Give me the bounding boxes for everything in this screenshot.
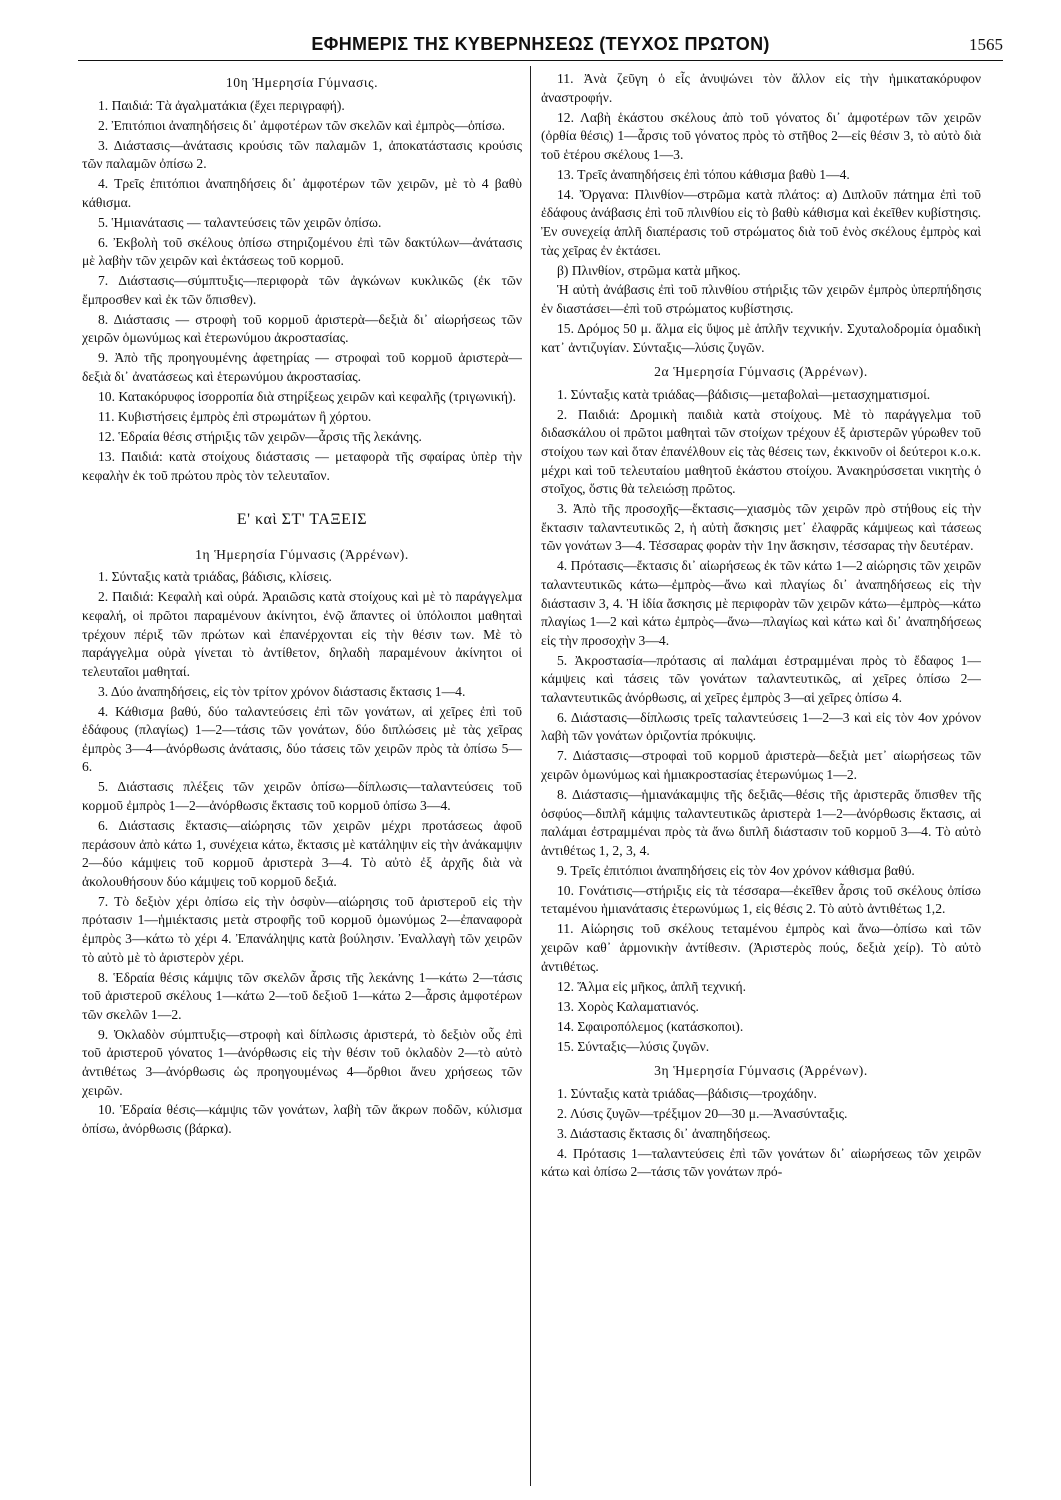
section-3-list <box>541 1085 981 1182</box>
paragraph-item: 15. Δρόμος 50 μ. ἅλμα εἰς ὕψος μὲ ἁπλῆν τεχνικήν. Σχυταλοδρομία ὁμαδικὴ κατ᾿ ἀντιζυγίαν. Σύνταξις—λύσις ζυγῶν. <box>541 321 981 355</box>
paragraph-item: Ἡ αὐτὴ ἀνάβασις ἐπὶ τοῦ πλινθίου στήριξις τῶν χειρῶν ἐμπρὸς ὑπερπήδησις ἐν διαστάσει—ἐπὶ τοῦ στρώματος κυβίστησις. <box>541 282 981 317</box>
paragraph-item: 7. Διάστασις—σύμπτυξις—περιφορὰ τῶν ἀγκώνων κυκλικῶς (ἐκ τῶν ἔμπροσθεν καὶ ἐκ τῶν ὄπισθεν). <box>82 273 522 307</box>
paragraph-item: 8. Διάστασις—ἡμιανάκαμψις τῆς δεξιᾶς—θέσις τῆς ἀριστερᾶς ὄπισθεν τῆς ὀσφύος—διπλῆ κάμψις ταλαντευτικῶς ἀριστερὰ 1—2—ἀνόρθωσις ἔκτασις, αἱ παλάμαι ἐστραμμέναι πρὸς τὰ ἄνω διπλῆ διάστασιν τοῦ κορμοῦ 3—4. Τὸ αὐτὸ ἀντιθέτως 1, 2, 3, 4. <box>541 787 981 858</box>
paragraph-item: 13. Χορὸς Καλαματιανός. <box>557 998 699 1014</box>
section-heading: 1η Ἡμερησία Γύμνασις (Ἀρρένων). <box>195 546 409 562</box>
continued-list <box>541 70 981 357</box>
paragraph-item: 10. Ἑδραία θέσις—κάμψις τῶν γονάτων, λαβὴ τῶν ἄκρων ποδῶν, κύλισμα ὀπίσω, ἀνόρθωσις (βάρκα). <box>82 1102 522 1137</box>
paragraph-item: 12. Ἑδραία θέσις στήριξις τῶν χειρῶν—ἆρσις τῆς λεκάνης. <box>98 428 422 444</box>
paragraph-item: 2. Παιδιά: Δρομικὴ παιδιὰ κατὰ στοίχους. Μὲ τὸ παράγγελμα τοῦ διδασκάλου οἱ πρῶτοι μαθηταὶ τῶν στοίχων τρέχουν ἐξ ἀριστερῶν γύρωθεν τοῦ στοίχου των καὶ ὅταν ἐπανέλθουν εἰς τὰς θέσεις των, ἐκκινοῦν οἱ δεύτεροι κ.ο.κ. μέχρι καὶ τοῦ τελευταίου μαθητοῦ ἑκάστου στοίχου. Ἀνακηρύσσεται νικητὴς ὁ στοῖχος, ὅστις θὰ τελειώσῃ πρῶτος. <box>541 406 981 497</box>
page-number: 1565 <box>969 35 1003 54</box>
page-header <box>78 34 1003 61</box>
paragraph-item: 9. Ὀκλαδὸν σύμπτυξις—στροφὴ καὶ δίπλωσις ἀριστερά, τὸ δεξιὸν οὖς ἐπὶ τοῦ ἀριστεροῦ γόνατος 1—ἀνόρθωσις εἰς τὴν θέσιν τοῦ ὀκλαδὸν 2—τὸ αὐτὸ ἀντιθέτως 3—ἀνόρθωσις ὡς προηγουμένως 4—ὄρθιοι ἄνευ χρήσεως τῶν χειρῶν. <box>82 1026 522 1098</box>
paragraph-item: 1. Σύνταξις κατὰ τριάδας—βάδισις—τροχάδην. <box>557 1085 817 1101</box>
paragraph-item: 11. Αἰώρησις τοῦ σκέλους τεταμένου ἐμπρὸς καὶ ἄνω—ὀπίσω καὶ τῶν χειρῶν καθ᾿ ἁρμονικὴν ἀντίθεσιν. (Ἀριστερὸς πούς, δεξιὰ χείρ). Τὸ αὐτὸ ἀντιθέτως. <box>541 921 981 974</box>
section-heading: 3η Ἡμερησία Γύμνασις (Ἀρρένων). <box>654 1063 868 1079</box>
paragraph-item: 7. Διάστασις—στροφαὶ τοῦ κορμοῦ ἀριστερὰ—δεξιὰ μετ᾿ αἰωρήσεως τῶν χειρῶν ὁμωνύμως καὶ ἡμιακροστασίας ἑτερωνύμως 1—2. <box>541 748 981 783</box>
left-column <box>82 70 522 1490</box>
paragraph-item: 13. Παιδιά: κατὰ στοίχους διάστασις — μεταφορὰ τῆς σφαίρας ὑπὲρ τὴν κεφαλὴν ἐκ τοῦ πρώτου πρὸς τὸν τελευταῖον. <box>82 448 522 483</box>
paragraph-item: 12. Λαβὴ ἑκάστου σκέλους ἀπὸ τοῦ γόνατος δι᾿ ἀμφοτέρων τῶν χειρῶν (ὀρθία θέσις) 1—ἆρσις τοῦ γόνατος πρὸς τὸ στῆθος 2—εἰς θέσιν 3, τὸ αὐτὸ διὰ τοῦ ἑτέρου σκέλους 1—3. <box>541 109 981 162</box>
paragraph-item: 7. Τὸ δεξιὸν χέρι ὀπίσω εἰς τὴν ὀσφὺν—αἰώρησις τοῦ ἀριστεροῦ εἰς τὴν πρότασιν 1—ἡμιέκτασις μετὰ στροφῆς τοῦ κορμοῦ ὁμωνύμως 2—ἐπαναφορὰ ἐμπρὸς 3—κάτω τὸ χέρι 4. Ἐπανάληψις κατὰ βούλησιν. Ἐναλλαγὴ τῶν χειρῶν τὸ αὐτὸ μὲ τὸ ἀριστερὸν χέρι. <box>82 893 522 965</box>
column-divider <box>530 66 531 1486</box>
paragraph-item: 10. Γονάτισις—στήριξις εἰς τὰ τέσσαρα—ἐκεῖθεν ἆρσις τοῦ σκέλους ὀπίσω τεταμένου ἡμιανάτασις ἑτερωνύμως 1, εἰς θέσις 2. Τὸ αὐτὸ ἀντιθέτως 1,2. <box>541 882 981 917</box>
paragraph-item: 11. Κυβιστήσεις ἐμπρὸς ἐπὶ στρωμάτων ἢ χόρτου. <box>98 409 372 424</box>
paragraph-item: 3. Ἀπὸ τῆς προσοχῆς—ἔκτασις—χιασμὸς τῶν χειρῶν πρὸ στήθους εἰς τὴν ἔκτασιν ταλαντευτικῶς 2, ἡ αὐτὴ ἄσκησις μετ᾿ ἐλαφρᾶς κάμψεως καὶ τάσεως τῶν γονάτων 3—4. Τέσσαρας φορὰν τὴν 1ην ἄσκησιν, τέσσαρας τὴν δευτέραν. <box>541 501 981 554</box>
paragraph-item: 5. Διάστασις πλέξεις τῶν χειρῶν ὀπίσω—δίπλωσις—ταλαντεύσεις τοῦ κορμοῦ ἐμπρὸς 1—2—ἀνόρθωσις ἔκτασις τοῦ κορμοῦ ὀπίσω 3—4. <box>82 779 522 814</box>
paragraph-item: 10. Κατακόρυφος ἰσορροπία διὰ στηρίξεως χειρῶν καὶ κεφαλῆς (τριγωνική). <box>98 389 516 405</box>
paragraph-item: 2. Λύσις ζυγῶν—τρέξιμον 20—30 μ.—Ἀνασύνταξις. <box>557 1105 848 1121</box>
paragraph-item: 3. Διάστασις ἔκτασις δι᾿ ἀναπηδήσεως. <box>557 1125 771 1141</box>
paragraph-item: 3. Διάστασις—ἀνάτασις κρούσις τῶν παλαμῶν 1, ἀποκατάστασις κρούσις τῶν παλαμῶν ὀπίσω 2. <box>82 137 522 172</box>
section-10-list <box>82 97 522 486</box>
paragraph-item: 4. Τρεῖς ἐπιτόπιοι ἀναπηδήσεις δι᾿ ἀμφοτέρων τῶν χειρῶν, μὲ τὸ 4 βαθὺ κάθισμα. <box>82 176 522 210</box>
classes-heading: Ε' καὶ ΣΤ' ΤΑΞΕΙΣ <box>236 511 368 529</box>
paragraph-item: 3. Δύο ἀναπηδήσεις, εἰς τὸν τρίτον χρόνον διάστασις ἔκτασις 1—4. <box>98 683 466 699</box>
paragraph-item: 9. Ἀπὸ τῆς προηγουμένης ἀφετηρίας — στροφαὶ τοῦ κορμοῦ ἀριστερὰ—δεξιὰ δι᾿ ἀνατάσεως καὶ ἑτερωνύμου ἀκροστασίας. <box>82 350 522 385</box>
paragraph-item: 12. Ἅλμα εἰς μῆκος, ἁπλῆ τεχνική. <box>557 978 747 994</box>
gazette-title: ΕΦΗΜΕΡΙΣ ΤΗΣ ΚΥΒΕΡΝΗΣΕΩΣ (ΤΕΥΧΟΣ ΠΡΩΤΟΝ) <box>311 34 770 54</box>
paragraph-item: 6. Διάστασις ἔκτασις—αἰώρησις τῶν χειρῶν μέχρι προτάσεως ἀφοῦ περάσουν ἀπὸ κάτω 1, συνέχεια κάτω, ἔκτασις μὲ κατάληψιν εἰς τὴν ἀνάκαμψιν 2—δύο κάμψεις τοῦ κορμοῦ ἀριστερὰ 3—4. Τὸ αὐτὸ ἐξ ἀρχῆς διὰ νὰ ἀκολουθήσουν δύο κάμψεις τοῦ κορμοῦ δεξιά. <box>82 818 522 889</box>
paragraph-item: 8. Διάστασις — στροφὴ τοῦ κορμοῦ ἀριστερὰ—δεξιὰ δι᾿ αἰωρήσεως τῶν χειρῶν ὁμωνύμως καὶ ἑτερωνύμου ἀκροστασίας. <box>82 311 522 346</box>
paragraph-item: 15. Σύνταξις—λύσις ζυγῶν. <box>557 1038 710 1054</box>
section-1-list <box>82 568 522 1138</box>
paragraph-item: 2. Ἐπιτόπιοι ἀναπηδήσεις δι᾿ ἀμφοτέρων τῶν σκελῶν καὶ ἐμπρὸς—ὀπίσω. <box>98 117 505 133</box>
paragraph-item: 8. Ἑδραία θέσις κάμψις τῶν σκελῶν ἆρσις τῆς λεκάνης 1—κάτω 2—τάσις τοῦ ἀριστεροῦ σκέλους 1—κάτω 2—τοῦ δεξιοῦ 1—κάτω 2—ἆρσις ἀμφοτέρων τῶν σκελῶν 1—2. <box>82 969 522 1022</box>
paragraph-item: 11. Ἀνὰ ζεῦγη ὁ εἷς ἀνυψώνει τὸν ἄλλον εἰς τὴν ἡμικατακόρυφον ἀναστροφήν. <box>541 71 981 105</box>
paragraph-item: 13. Τρεῖς ἀναπηδήσεις ἐπὶ τόπου κάθισμα βαθὺ 1—4. <box>557 166 850 182</box>
paragraph-item: β) Πλινθίον, στρῶμα κατὰ μῆκος. <box>557 262 741 278</box>
right-column <box>541 70 981 1490</box>
paragraph-item: 5. Ἀκροστασία—πρότασις αἱ παλάμαι ἐστραμμέναι πρὸς τὸ ἔδαφος 1—κάμψεις καὶ τάσεις τῶν γονάτων ταλαντευτικῶς, αἱ χεῖρες ὀπίσω 2—ταλαντευτικῶς ἀνόρθωσις, αἱ χεῖρες ἐμπρὸς 3—αἱ χεῖρες ὀπίσω 4. <box>541 652 981 705</box>
paragraph-item: 14. Σφαιροπόλεμος (κατάσκοποι). <box>557 1018 744 1034</box>
paragraph-item: 4. Κάθισμα βαθύ, δύο ταλαντεύσεις ἐπὶ τῶν γονάτων, αἱ χεῖρες ἐπὶ τοῦ ἐδάφους (πλαγίως) 1—2—τάσις τῶν γονάτων, δύο διπλώσεις μὲ τὰς χεῖρας ἐμπρὸς 3—4—ἀνόρθωσις ἀνάτασις, δύο τάσεις τῶν χειρῶν πρὸς τὰ ὀπίσω 5—6. <box>82 703 522 775</box>
paragraph-item: 6. Διάστασις—δίπλωσις τρεῖς ταλαντεύσεις 1—2—3 καὶ εἰς τὸν 4ον χρόνον λαβὴ τῶν γονάτων ὁριζοντία πρόκυψις. <box>541 709 981 744</box>
section-heading: 10η Ἡμερησία Γύμνασις. <box>225 75 379 90</box>
section-heading: 2α Ἡμερησία Γύμνασις (Ἀρρένων). <box>654 364 868 380</box>
paragraph-item: 1. Παιδιά: Τὰ ἀγαλματάκια (ἔχει περιγραφή). <box>98 97 345 113</box>
paragraph-item: 4. Πρότασις—ἔκτασις δι᾿ αἰωρήσεως ἐκ τῶν κάτω 1—2 αἰώρησις τῶν χειρῶν ταλαντευτικῶς κάτω—ἐμπρὸς—ἄνω καὶ πλαγίως δι᾿ ἀναπηδήσεως εἰς τὴν διάστασιν 3, 4. Ἡ ἰδία ἄσκησις μὲ περιφορὰν τῶν χειρῶν κάτω—ἐμπρὸς—κάτω πλαγίως 1—2 καὶ κάτω ἐμπρὸς—ἄνω—πλαγίως καὶ κάτω καὶ δι᾿ ἀναπηδήσεως εἰς τὴν προσοχὴν 3—4. <box>541 558 981 648</box>
paragraph-item: 4. Πρότασις 1—ταλαντεύσεις ἐπὶ τῶν γονάτων δι᾿ αἰωρήσεως τῶν χειρῶν κάτω καὶ ὀπίσω 2—τάσις τῶν γονάτων πρό- <box>541 1145 981 1180</box>
section-2-list <box>541 386 981 1056</box>
paragraph-item: 2. Παιδιά: Κεφαλὴ καὶ οὐρά. Ἀραιῶσις κατὰ στοίχους καὶ μὲ τὸ παράγγελμα κεφαλή, οἱ πρῶτοι παραμένουν ἀκίνητοι, ἐνῷ ἅπαντες οἱ ὑπόλοιποι μαθηταὶ τρέχουν πέριξ τῶν πρώτων καὶ ἐπανέρχονται εἰς τὴν θέσιν των. Μὲ τὸ παράγγελμα οὐρὰ γίνεται τὸ ἀντίθετον, δηλαδὴ παραμένουν ἀκίνητοι οἱ τελευταῖοι μαθηταί. <box>82 589 522 679</box>
paragraph-item: 9. Τρεῖς ἐπιτόπιοι ἀναπηδήσεις εἰς τὸν 4ον χρόνον κάθισμα βαθύ. <box>557 862 915 878</box>
paragraph-item: 5. Ἡμιανάτασις — ταλαντεύσεις τῶν χειρῶν ὀπίσω. <box>98 214 382 230</box>
paragraph-item: 1. Σύνταξις κατὰ τριάδας—βάδισις—μεταβολαὶ—μετασχηματισμοί. <box>557 386 931 402</box>
paragraph-item: 1. Σύνταξις κατὰ τριάδας, βάδισις, κλίσεις. <box>98 569 332 585</box>
paragraph-item: 6. Ἐκβολὴ τοῦ σκέλους ὀπίσω στηριζομένου ἐπὶ τῶν δακτύλων—ἀνάτασις μὲ λαβὴν τῶν χειρῶν καὶ ἐκτάσεως τοῦ κορμοῦ. <box>82 234 522 269</box>
paragraph-item: 14. Ὄργανα: Πλινθίον—στρῶμα κατὰ πλάτος: α) Διπλοῦν πάτημα ἐπὶ τοῦ ἐδάφους ἀνάβασις ἐπὶ τοῦ πλινθίου εἰς τὸ βαθὺ κάθισμα καὶ ἐκεῖθεν κυβίστησις. Ἐν συνεχείᾳ ἁπλῆ διαπέρασις τοῦ στρώματος διὰ τοῦ ἑνὸς σκέλους ἐμπρὸς καὶ τὰς χεῖρας ἐν ἐκτάσει. <box>541 186 981 258</box>
